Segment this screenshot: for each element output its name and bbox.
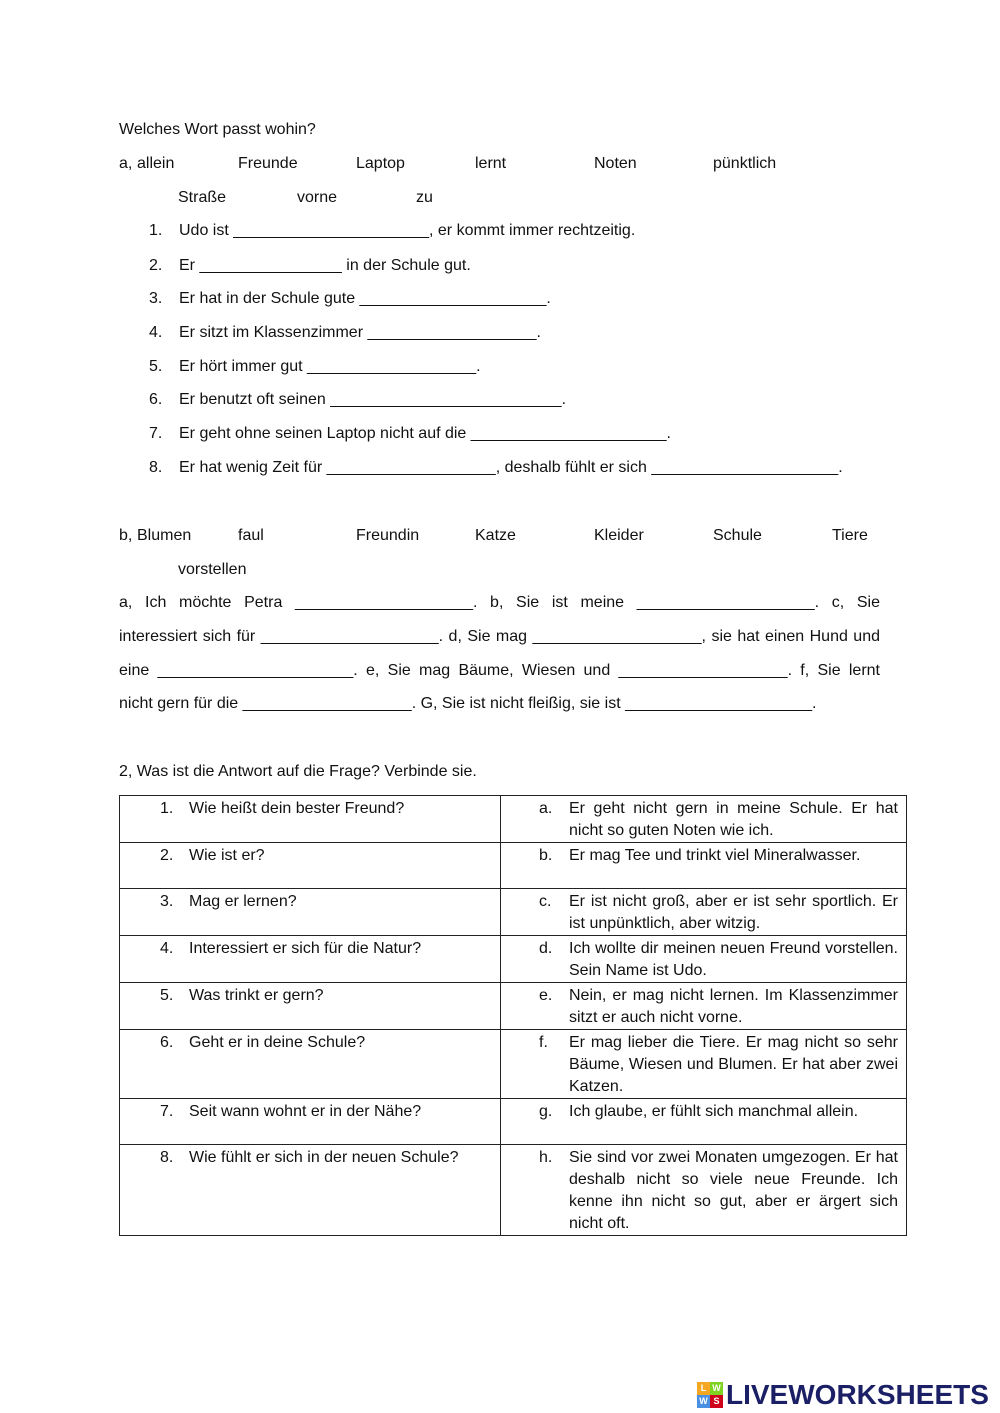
question-cell[interactable]: [120, 936, 501, 983]
table-row: [120, 936, 907, 983]
question-cell[interactable]: [120, 889, 501, 936]
question-cell[interactable]: [120, 1030, 501, 1099]
word-bank-item: Tiere: [832, 527, 868, 544]
fill-in-sentence[interactable]: Er hat wenig Zeit für ___________________, deshalb fühlt er sich _____________________.: [179, 459, 843, 476]
table-row: [120, 1099, 907, 1145]
matching-table: [119, 795, 907, 1236]
table-row: [120, 889, 907, 936]
word-bank-item: Schule: [713, 527, 762, 544]
answer-letter: a.: [539, 800, 553, 817]
item-number: 5.: [149, 358, 163, 375]
answer-letter: f.: [539, 1034, 548, 1051]
item-number: 8.: [149, 459, 163, 476]
logo-text: LIVEWORKSHEETS: [726, 1379, 989, 1410]
word-bank-item: Straße: [178, 189, 227, 206]
word-bank-item: zu: [416, 189, 433, 206]
liveworksheets-logo[interactable]: [697, 1378, 989, 1412]
word-bank-item: Blumen: [137, 527, 192, 544]
question-text: Wie fühlt er sich in der neuen Schule?: [189, 1149, 459, 1166]
fill-in-sentence[interactable]: Er geht ohne seinen Laptop nicht auf die ______________________.: [179, 425, 671, 442]
word-bank-item: faul: [238, 527, 264, 544]
answer-text: Nein, er mag nicht lernen. Im Klassenzimmer sitzt er auch nicht vorne.: [569, 987, 898, 1026]
item-number: 6.: [149, 391, 163, 408]
question-text: Mag er lernen?: [189, 893, 297, 910]
question-number: 4.: [160, 940, 174, 957]
answer-cell[interactable]: [501, 936, 907, 983]
word-bank-item: Laptop: [356, 155, 405, 172]
question-text: Geht er in deine Schule?: [189, 1034, 366, 1051]
item-number: 4.: [149, 324, 163, 341]
question-number: 1.: [160, 800, 174, 817]
fill-in-sentence[interactable]: Er sitzt im Klassenzimmer ___________________.: [179, 324, 541, 341]
question-text: Wie ist er?: [189, 847, 265, 864]
exercise-1-title: Welches Wort passt wohin?: [119, 121, 316, 138]
fill-in-sentence[interactable]: Er hat in der Schule gute _____________________.: [179, 290, 551, 307]
table-row: [120, 983, 907, 1030]
paragraph-line[interactable]: interessiert sich für ____________________. d, Sie mag ___________________, sie hat einen Hund und: [119, 628, 880, 645]
logo-mark-icon: [697, 1382, 723, 1408]
word-bank-item: lernt: [475, 155, 507, 172]
word-bank-item: vorstellen: [178, 561, 247, 578]
fill-in-sentence[interactable]: Er benutzt oft seinen __________________________.: [179, 391, 567, 408]
answer-letter: c.: [539, 893, 552, 910]
logo-mark-tile: W: [697, 1395, 710, 1408]
question-number: 7.: [160, 1103, 174, 1120]
word-bank-item: allein: [137, 155, 175, 172]
item-number: 2.: [149, 257, 163, 274]
answer-letter: h.: [539, 1149, 553, 1166]
fill-in-sentence[interactable]: Er hört immer gut ___________________.: [179, 358, 481, 375]
answer-cell[interactable]: [501, 889, 907, 936]
item-number: 7.: [149, 425, 163, 442]
exercise-2-title: 2, Was ist die Antwort auf die Frage? Verbinde sie.: [119, 763, 477, 780]
table-row: [120, 1030, 907, 1099]
question-cell[interactable]: [120, 1145, 501, 1236]
answer-cell[interactable]: [501, 1099, 907, 1145]
word-bank-item: Kleider: [594, 527, 644, 544]
answer-text: Ich glaube, er fühlt sich manchmal allein.: [569, 1103, 859, 1120]
answer-cell[interactable]: [501, 796, 907, 843]
answer-cell[interactable]: [501, 1145, 907, 1236]
answer-text: Ich wollte dir meinen neuen Freund vorstellen. Sein Name ist Udo.: [569, 940, 898, 979]
question-number: 8.: [160, 1149, 174, 1166]
fill-in-sentence[interactable]: Er ________________ in der Schule gut.: [179, 257, 471, 274]
answer-cell[interactable]: [501, 983, 907, 1030]
question-cell[interactable]: [120, 796, 501, 843]
word-bank-item: vorne: [297, 189, 338, 206]
question-cell[interactable]: [120, 843, 501, 889]
item-number: 3.: [149, 290, 163, 307]
answer-letter: b.: [539, 847, 553, 864]
answer-text: Er geht nicht gern in meine Schule. Er hat nicht so guten Noten wie ich.: [569, 800, 898, 839]
question-text: Was trinkt er gern?: [189, 987, 324, 1004]
question-number: 6.: [160, 1034, 174, 1051]
table-row: [120, 1145, 907, 1236]
question-text: Interessiert er sich für die Natur?: [189, 940, 422, 957]
answer-cell[interactable]: [501, 843, 907, 889]
item-number: 1.: [149, 222, 163, 239]
word-bank-label: b,: [119, 527, 133, 544]
table-row: [120, 843, 907, 889]
word-bank-item: Freundin: [356, 527, 420, 544]
question-text: Wie heißt dein bester Freund?: [189, 800, 405, 817]
paragraph-line[interactable]: nicht gern für die ___________________. G, Sie ist nicht fleißig, sie ist _____________________.: [119, 695, 817, 712]
word-bank-item: Freunde: [238, 155, 298, 172]
fill-in-sentence[interactable]: Udo ist ______________________, er kommt immer rechtzeitig.: [179, 222, 636, 239]
answer-cell[interactable]: [501, 1030, 907, 1099]
answer-letter: e.: [539, 987, 553, 1004]
answer-text: Er mag lieber die Tiere. Er mag nicht so sehr Bäume, Wiesen und Blumen. Er hat aber zwei Katzen.: [569, 1034, 898, 1095]
question-number: 2.: [160, 847, 174, 864]
question-number: 3.: [160, 893, 174, 910]
paragraph-line[interactable]: a, Ich möchte Petra ____________________. b, Sie ist meine ____________________. c, Sie: [119, 594, 880, 611]
question-number: 5.: [160, 987, 174, 1004]
word-bank-item: Noten: [594, 155, 637, 172]
word-bank-item: Katze: [475, 527, 516, 544]
answer-letter: d.: [539, 940, 553, 957]
logo-mark-tile: L: [697, 1382, 710, 1395]
word-bank-item: pünktlich: [713, 155, 777, 172]
answer-text: Sie sind vor zwei Monaten umgezogen. Er hat deshalb nicht so viele neue Freunde. Ich kenne ihn nicht so gut, aber er ärgert sich nicht oft.: [569, 1149, 898, 1232]
logo-mark-tile: W: [710, 1382, 723, 1395]
word-bank-label: a,: [119, 155, 133, 172]
table-row: [120, 796, 907, 843]
question-text: Seit wann wohnt er in der Nähe?: [189, 1103, 422, 1120]
paragraph-line[interactable]: eine ______________________. e, Sie mag Bäume, Wiesen und ___________________. f, Sie lernt: [119, 662, 880, 679]
logo-mark-tile: S: [710, 1395, 723, 1408]
question-cell[interactable]: [120, 1099, 501, 1145]
answer-letter: g.: [539, 1103, 553, 1120]
answer-text: Er ist nicht groß, aber er ist sehr sportlich. Er ist unpünktlich, aber witzig.: [569, 893, 898, 932]
answer-text: Er mag Tee und trinkt viel Mineralwasser.: [569, 847, 861, 864]
question-cell[interactable]: [120, 983, 501, 1030]
